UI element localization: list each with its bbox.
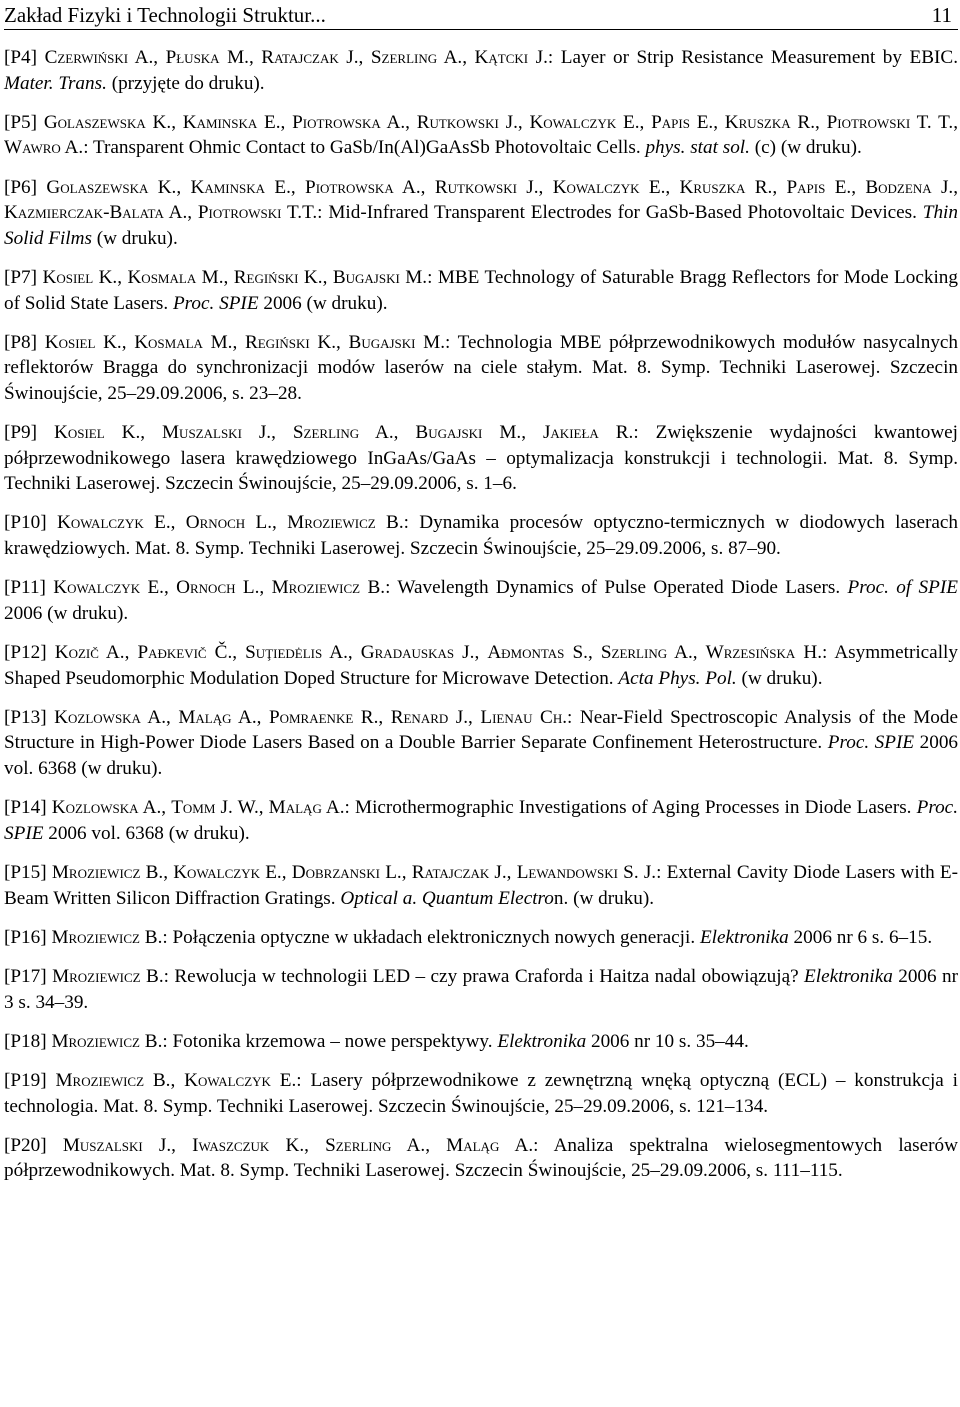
reference-entry: [4, 1133, 958, 1184]
reference-text: H.: Asymmetrically Shaped Pseudomorphic Modulation Doped Structure for Microwave Detection.: [4, 642, 958, 689]
author-surname: Kowalczyk: [552, 176, 640, 198]
reference-text: T.T.: Mid-Infrared Transparent Electrodes for GaSb-Based Photovoltaic Devices.: [281, 202, 923, 224]
reference-text: K.,: [309, 331, 349, 353]
reference-entry: [4, 964, 958, 1015]
reference-text: S. J.: External Cavity Diode Lasers with E-Beam Written Silicon Diffraction Gratings.: [4, 861, 958, 909]
author-surname: Kowalczyk: [184, 1069, 271, 1091]
reference-text: M.,: [482, 422, 543, 444]
reference-text: A.,: [380, 111, 417, 133]
journal-title: Proc. SPIE: [827, 732, 915, 754]
reference-text: A.: Microthermographic Investigations of Aging Processes in Diode Lasers.: [321, 797, 917, 819]
reference-text: E.,: [825, 176, 866, 198]
author-surname: Kosiel: [53, 422, 105, 444]
reference-text: E.,: [616, 111, 652, 133]
reference-text: M.,: [219, 47, 262, 68]
reference-text: J.,: [338, 47, 371, 68]
reference-text: A.,: [163, 202, 198, 224]
reference-text: E.: Lasery półprzewodnikowe z zewnętrzną wnęką optyczną (ECL) – konstrukcja i technologia. Mat. 8. Symp. Techniki Laserowej. Szczecin Świnoujście, 25–29.09.2006, s. 121–134.: [4, 1069, 958, 1117]
reference-text: [P14]: [4, 797, 52, 819]
author-surname: Ađmontas: [487, 642, 565, 664]
author-surname: Płuska: [165, 47, 220, 68]
reference-entry: [4, 265, 958, 316]
author-surname: Wrzesińska: [705, 642, 796, 664]
author-surname: Wawro: [4, 137, 61, 159]
author-surname: Kaminska: [182, 111, 258, 133]
reference-text: A.,: [128, 47, 166, 68]
reference-text: T. T.,: [910, 111, 958, 133]
journal-title: Acta Phys. Pol.: [618, 667, 737, 689]
author-surname: Ornoch: [176, 577, 236, 599]
reference-text: [P9]: [4, 422, 54, 444]
reference-entry: [4, 925, 958, 951]
author-surname: Maląg: [446, 1134, 500, 1156]
reference-text: E.,: [257, 111, 293, 133]
reference-text: J.,: [241, 422, 293, 444]
author-surname: Renard: [390, 706, 449, 728]
journal-title: Elektronika: [699, 926, 789, 948]
author-surname: Papis: [651, 111, 690, 133]
author-surname: Maląg: [268, 797, 322, 819]
author-surname: Szerling: [292, 422, 360, 444]
reference-text: n. (w druku).: [553, 887, 655, 909]
reference-text: [P8]: [4, 331, 45, 353]
author-surname: Kowalczyk: [53, 577, 141, 599]
reference-text: [P15]: [4, 861, 52, 883]
author-surname: Piotrowski: [197, 202, 282, 224]
author-surname: Kosmala: [127, 266, 197, 288]
reference-text: .: Near-Field Spectroscopic Analysis of the Mode Structure in High-Power Diode Lasers Based on a Double Barrier Separate Confinement Heterostructure.: [4, 706, 958, 754]
author-surname: Kowalczyk: [173, 861, 260, 883]
author-surname: Mroziewicz: [51, 926, 140, 948]
journal-title: Elektronika: [804, 965, 893, 987]
reference-text: L.,: [380, 861, 412, 883]
reference-text: R.,: [353, 706, 391, 728]
author-surname: Kozlowska: [54, 706, 141, 728]
reference-text: [P7]: [4, 266, 43, 288]
author-surname: Regiński: [233, 266, 299, 288]
reference-text: (c) (w druku).: [749, 137, 862, 159]
author-surname: Mroziewicz: [51, 861, 141, 883]
reference-text: K.,: [145, 111, 183, 133]
reference-text: B.: Wavelength Dynamics of Pulse Operated Diode Lasers.: [360, 577, 848, 599]
reference-text: M.: Technologia MBE półprzewodnikowych modułów nasycalnych reflektorów Bragga do synchronizacji modów laserów na ciele stałym. Mat. 8. Symp. Techniki Laserowej. Szczecin Świnoujście, 25–29.09.2006, s. 23–28.: [4, 331, 959, 404]
reference-text: 2006 (w druku).: [258, 292, 388, 314]
journal-title: Proc. SPIE: [172, 292, 259, 314]
reference-entry: [4, 420, 958, 497]
reference-text: B.: Rewolucja w technologii LED – czy prawa Craforda i Haitza nadal obowiązują?: [140, 965, 805, 987]
reference-text: [533, 707, 541, 728]
reference-text: (w druku).: [91, 227, 178, 249]
author-surname: Bodzena: [865, 176, 932, 198]
reference-text: S.,: [564, 642, 601, 664]
reference-text: (w druku).: [736, 667, 823, 689]
reference-text: E.,: [140, 577, 177, 599]
reference-text: [P6]: [4, 176, 47, 198]
author-surname: Mroziewicz: [287, 512, 376, 534]
reference-entry: [4, 640, 958, 691]
author-surname: Muszalski: [62, 1134, 143, 1156]
reference-text: [P4]: [4, 47, 45, 68]
reference-text: A.,: [138, 797, 172, 819]
reference-text: A.: Transparent Ohmic Contact to GaSb/In(Al)GaAsSb Photovoltaic Cells.: [60, 137, 646, 159]
author-surname: Rutkowski: [416, 111, 499, 133]
author-surname: Ornoch: [185, 512, 246, 534]
author-surname: Kaminska: [190, 176, 266, 198]
reference-text: R.: Zwiększenie wydajności kwantowej półprzewodnikowego lasera krawędziowego InGaAs/GaAs – optymalizacja konstrukcji i technologii. Mat. 8. Symp. Techniki Laserowej. Szczecin Świnoujście, 25–29.09.2006, s. 1–6.: [4, 422, 959, 495]
reference-text: A.: Analiza spektralna wielosegmentowych laserów półprzewodnikowych. Mat. 8. Symp. Techniki Laserowej. Szczecin Świnoujście, 25–29.09.2006, s. 111–115.: [4, 1134, 959, 1182]
author-surname: Iwaszczuk: [192, 1134, 270, 1156]
running-header: [4, 0, 958, 30]
reference-text: [P5]: [4, 111, 44, 133]
reference-text: R.,: [790, 111, 827, 133]
author-surname: Mroziewicz: [55, 1069, 145, 1091]
reference-text: J. W.,: [215, 797, 269, 819]
reference-text: E.,: [265, 176, 306, 198]
reference-text: 2006 vol. 6368 (w druku).: [43, 822, 250, 844]
reference-list: [4, 45, 958, 1184]
author-surname: Kosiel: [42, 266, 94, 288]
reference-text: J.,: [142, 1134, 193, 1156]
reference-text: J.,: [498, 111, 530, 133]
author-surname: Papis: [786, 176, 826, 198]
reference-entry: [4, 705, 958, 782]
author-surname: Dobrzanski: [291, 861, 380, 883]
reference-entry: [4, 575, 958, 626]
reference-entry: [4, 330, 958, 407]
author-surname: Piotrowski: [826, 111, 911, 133]
author-surname: Bugajski: [332, 266, 400, 288]
reference-text: B.: Dynamika procesów optyczno-termicznych w diodowych laserach krawędziowych. Mat. 8. Symp. Techniki Laserowej. Szczecin Świnoujście, 25–29.09.2006, s. 87–90.: [4, 512, 958, 560]
author-surname: Gradauskas: [360, 642, 455, 664]
reference-text: K.,: [104, 422, 162, 444]
reference-text: A.,: [231, 706, 269, 728]
reference-text: A.,: [140, 706, 179, 728]
reference-text: J.,: [454, 642, 488, 664]
journal-title: Thin Solid Films: [4, 202, 958, 249]
author-surname: Muszalski: [162, 422, 242, 444]
reference-text: J.,: [448, 706, 481, 728]
author-surname: Kątcki: [474, 47, 529, 68]
author-surname: Golaszewska: [43, 111, 146, 133]
reference-text: [P10]: [4, 512, 57, 534]
author-surname: Szerling: [600, 642, 668, 664]
author-surname: Golaszewska: [46, 176, 149, 198]
header-title: Zakład Fizyki i Technologii Struktur...: [4, 3, 326, 27]
reference-text: K.,: [148, 176, 191, 198]
reference-text: A.,: [437, 47, 475, 68]
reference-entry: [4, 110, 958, 161]
reference-text: 2006 nr 3 s. 34–39.: [4, 965, 959, 1013]
journal-title: Optical a. Quantum Electro: [340, 887, 554, 909]
author-surname: Bugajski: [348, 331, 416, 353]
reference-text: E.,: [639, 176, 680, 198]
author-surname: Pomraenke: [268, 706, 354, 728]
author-surname: Maląg: [178, 706, 232, 728]
reference-text: K.,: [298, 266, 333, 288]
reference-text: 2006 nr 10 s. 35–44.: [586, 1030, 749, 1052]
reference-text: J.,: [489, 861, 517, 883]
author-surname: Regiński: [244, 331, 310, 353]
reference-text: L.,: [235, 577, 272, 599]
author-surname: Ratajczak: [411, 861, 490, 883]
reference-entry: [4, 1029, 958, 1055]
author-surname: Lienau: [480, 706, 533, 728]
reference-text: [P12]: [4, 642, 55, 664]
journal-title: Proc. SPIE: [4, 797, 958, 844]
author-surname: Lewandowski: [516, 861, 618, 883]
author-surname: Kowalczyk: [56, 512, 144, 534]
reference-text: K.,: [95, 331, 135, 353]
author-surname: Ch: [540, 706, 563, 728]
reference-entry: [4, 45, 958, 96]
author-surname: Kosmala: [134, 331, 203, 353]
author-surname: Kosiel: [44, 331, 96, 353]
author-surname: Ratajczak: [261, 47, 339, 68]
reference-text: M.,: [196, 266, 234, 288]
author-surname: Szerling: [325, 1134, 392, 1156]
reference-text: E.,: [143, 512, 186, 534]
reference-text: A.,: [391, 1134, 447, 1156]
reference-text: A.,: [322, 642, 361, 664]
author-surname: Kruszka: [679, 176, 746, 198]
reference-text: E.,: [689, 111, 725, 133]
reference-text: A.,: [359, 422, 416, 444]
reference-text: B.: Fotonika krzemowa – nowe perspektywy.: [139, 1030, 498, 1052]
reference-entry: [4, 795, 958, 846]
author-surname: Kozlowska: [51, 797, 139, 819]
reference-entry: [4, 1068, 958, 1119]
reference-text: M.,: [202, 331, 245, 353]
author-surname: Suţiedėlis: [245, 642, 323, 664]
reference-text: E.,: [260, 861, 292, 883]
author-surname: Szerling: [370, 47, 438, 68]
reference-text: B.,: [140, 861, 174, 883]
reference-text: M.: MBE Technology of Saturable Bragg Reflectors for Mode Locking of Solid State Lasers.: [4, 266, 958, 314]
reference-text: [P18]: [4, 1030, 52, 1052]
author-surname: Tomm: [171, 797, 216, 819]
reference-text: [P19]: [4, 1069, 56, 1091]
reference-text: [P16]: [4, 926, 52, 948]
reference-text: [P11]: [4, 577, 54, 599]
author-surname: Jakieła: [542, 422, 599, 444]
reference-text: [P13]: [4, 706, 55, 728]
reference-entry: [4, 175, 958, 252]
reference-text: Č.,: [206, 642, 246, 664]
author-surname: Bugajski: [415, 422, 483, 444]
author-surname: Kazmierczak-Balata: [4, 202, 164, 224]
journal-title: Mater. Trans.: [4, 72, 107, 94]
reference-text: K.,: [269, 1134, 326, 1156]
reference-text: (przyjęte do druku).: [106, 72, 265, 94]
author-surname: Mroziewicz: [52, 965, 141, 987]
reference-text: B.,: [144, 1069, 185, 1091]
reference-text: B.: Połączenia optyczne w układach elektronicznych nowych generacji.: [139, 926, 700, 948]
reference-text: 2006 nr 6 s. 6–15.: [788, 926, 933, 948]
author-surname: Mroziewicz: [271, 577, 361, 599]
author-surname: Kowalczyk: [529, 111, 617, 133]
author-surname: Piotrowska: [305, 176, 394, 198]
reference-entry: [4, 510, 958, 561]
journal-title: Proc. of SPIE: [847, 577, 958, 599]
journal-title: Elektronika: [497, 1030, 587, 1052]
reference-text: 2006 vol. 6368 (w druku).: [4, 732, 959, 779]
reference-text: J.,: [516, 176, 553, 198]
author-surname: Kruszka: [724, 111, 791, 133]
reference-text: J.,: [931, 176, 958, 198]
reference-text: A.,: [667, 642, 706, 664]
author-surname: Pađkevič: [137, 642, 207, 664]
author-surname: Mroziewicz: [51, 1030, 140, 1052]
reference-text: R.,: [745, 176, 787, 198]
reference-text: L.,: [245, 512, 288, 534]
journal-title: phys. stat sol.: [645, 137, 750, 159]
author-surname: Piotrowska: [292, 111, 381, 133]
author-surname: Rutkowski: [434, 176, 517, 198]
author-surname: Kozič: [54, 642, 99, 664]
reference-text: A.,: [393, 176, 435, 198]
reference-text: K.,: [93, 266, 128, 288]
author-surname: Czerwiński: [44, 47, 129, 68]
reference-text: J.: Layer or Strip Resistance Measurement by EBIC.: [528, 47, 959, 68]
reference-text: 2006 (w druku).: [4, 602, 129, 624]
page-number: 11: [931, 3, 952, 27]
reference-text: [P17]: [4, 965, 53, 987]
reference-text: [P20]: [4, 1134, 63, 1156]
reference-text: A.,: [98, 642, 138, 664]
reference-entry: [4, 860, 958, 911]
